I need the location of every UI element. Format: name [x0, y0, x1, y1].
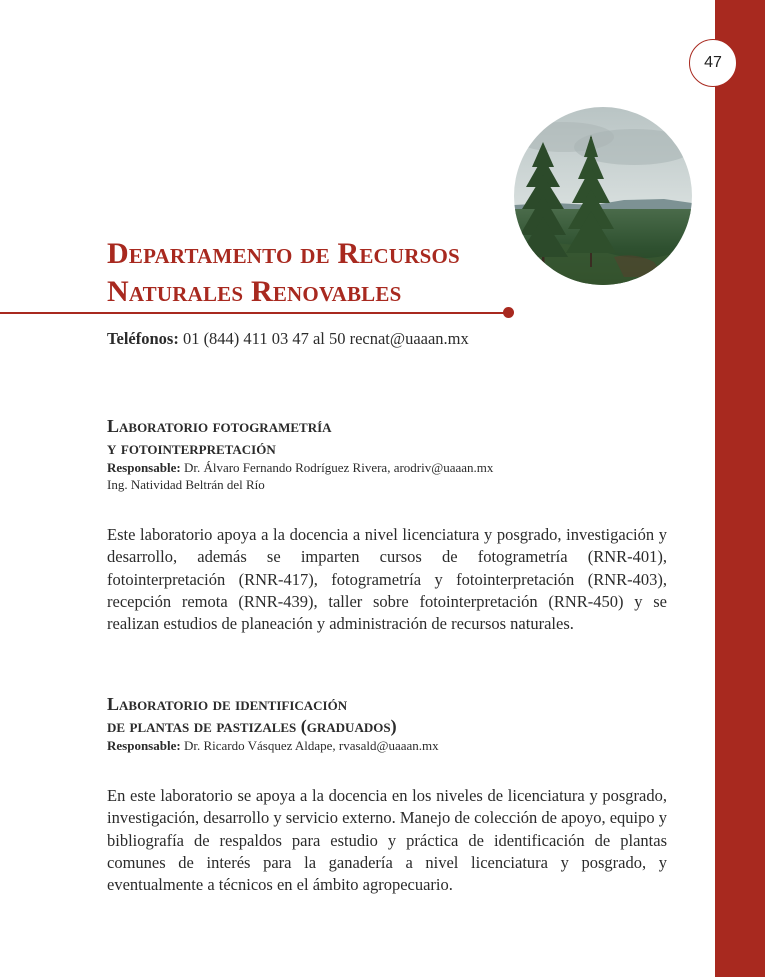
- lab-section-photogrammetry: [107, 415, 667, 635]
- phones-value: 01 (844) 411 03 47 al 50 recnat@uaaan.mx: [182, 329, 469, 348]
- department-title-line-2: Naturales Renovables: [107, 275, 402, 308]
- lab-responsible: [107, 737, 667, 754]
- lab-title: [107, 415, 667, 459]
- side-color-band: [715, 0, 765, 977]
- lab-title-line-1: Laboratorio fotogrametría: [107, 416, 332, 436]
- forest-photo-icon: [514, 107, 692, 285]
- lab-description: Este laboratorio apoya a la docencia a nivel licenciatura y posgrado, investigación y desarrollo, además se imparten cursos de fotogrametría (RNR-401), fotointerpretación (RNR-417), fotogrametría y fotointerpretación (RNR-403), recepción remota (RNR-439), taller sobre fotointerpretación (RNR-450) y se realizan estudios de planeación y administración de recursos naturales.: [107, 525, 667, 634]
- lab-title-line-2: de plantas de pastizales (graduados): [107, 716, 397, 736]
- lab-responsible: [107, 459, 667, 476]
- department-title-line-1: Departamento de Recursos: [107, 237, 460, 270]
- responsible-label: Responsable:: [107, 460, 181, 475]
- lab-description: En este laboratorio se apoya a la docencia en los niveles de licenciatura y posgrado, investigación, desarrollo y servicio externo. Manejo de colección de apoyo, equipo y bibliografía de respaldos para estudio y práctica de identificación de plantas comunes de interés para la ganadería a nivel licenciatura y posgrado, y eventualmente a técnicos en el ámbito agropecuario.: [107, 786, 667, 895]
- department-title: [107, 235, 460, 311]
- page-number: 47: [704, 54, 722, 71]
- lab-section-grassland-plants: [107, 693, 667, 896]
- phones-label: Teléfonos:: [107, 329, 179, 348]
- lab-title-line-2: y fotointerpretación: [107, 438, 276, 458]
- department-contact: [107, 328, 469, 350]
- responsible-value: Dr. Álvaro Fernando Rodríguez Rivera, arodriv@uaaan.mx: [183, 460, 494, 475]
- responsible-label: Responsable:: [107, 738, 181, 753]
- lab-co-responsible: Ing. Natividad Beltrán del Río: [107, 477, 265, 492]
- page-number-badge: [689, 39, 737, 87]
- lab-title: [107, 693, 667, 737]
- responsible-value: Dr. Ricardo Vásquez Aldape, rvasald@uaaan.mx: [183, 738, 439, 753]
- lab-title-line-1: Laboratorio de identificación: [107, 694, 348, 714]
- title-divider: [0, 312, 508, 314]
- divider-dot-icon: [503, 307, 514, 318]
